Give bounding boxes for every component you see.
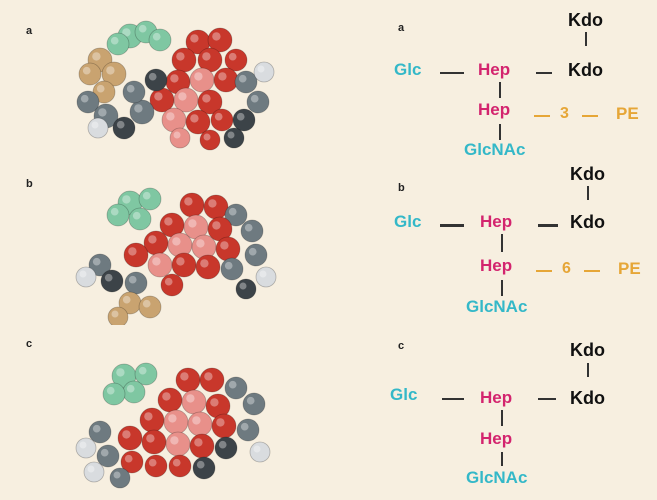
kdo-top-label: Kdo	[568, 10, 603, 30]
kdo-label: Kdo	[570, 212, 605, 232]
kdo-kdo-bond	[587, 186, 589, 200]
hep-2-label: Hep	[480, 429, 513, 448]
hep-phosphate-bond	[534, 115, 550, 117]
hep-phosphate-bond	[536, 270, 552, 272]
molecular-model-a	[60, 20, 300, 160]
kdo-label: Kdo	[568, 60, 603, 80]
glc-hep-bond	[440, 224, 464, 227]
hep-1-label: Hep	[478, 60, 511, 79]
pe-label: PE	[616, 104, 639, 123]
structure-scheme-a	[370, 8, 657, 158]
hep-2-label: Hep	[478, 100, 511, 119]
hep-hep-bond	[499, 82, 501, 98]
glc-label: Glc	[394, 212, 422, 231]
hep-glcnac-bond	[501, 452, 503, 466]
hep-hep-bond	[501, 234, 503, 252]
kdo-kdo-bond	[585, 32, 587, 46]
glc-hep-bond	[440, 72, 464, 74]
kdo-label: Kdo	[570, 388, 605, 408]
panel-letter-b: b	[26, 178, 33, 190]
phosphate-pe-bond	[584, 270, 600, 272]
phosphate-pe-bond	[582, 115, 598, 117]
hep-2-label: Hep	[480, 256, 513, 275]
hep-hep-bond	[501, 410, 503, 426]
molecular-model-c	[60, 360, 300, 500]
hep-kdo-bond	[538, 398, 556, 400]
hep-glcnac-bond	[499, 124, 501, 140]
panel-letter-a: a	[26, 25, 33, 37]
phosphate-position-label: 6	[562, 260, 571, 277]
hep-1-label: Hep	[480, 212, 513, 231]
phosphate-position-label: 3	[560, 105, 569, 122]
hep-kdo-bond	[536, 72, 552, 74]
molecular-model-b	[60, 185, 300, 325]
pe-label: PE	[618, 259, 641, 278]
glcnac-label: GlcNAc	[466, 297, 528, 316]
structure-scheme-b	[370, 160, 657, 316]
glc-label: Glc	[390, 385, 418, 404]
glc-hep-bond	[442, 398, 464, 400]
panel-letter-c: c	[26, 338, 33, 350]
hep-kdo-bond	[538, 224, 558, 227]
hep-1-label: Hep	[480, 388, 513, 407]
structure-scheme-c	[370, 330, 657, 487]
kdo-top-label: Kdo	[570, 340, 605, 360]
glcnac-label: GlcNAc	[464, 140, 526, 159]
scheme-letter-c: c	[398, 340, 405, 352]
scheme-letter-a: a	[398, 22, 405, 34]
scheme-letter-b: b	[398, 182, 405, 194]
kdo-kdo-bond	[587, 363, 589, 377]
glc-label: Glc	[394, 60, 422, 79]
hep-glcnac-bond	[501, 280, 503, 296]
glcnac-label: GlcNAc	[466, 468, 528, 487]
kdo-top-label: Kdo	[570, 164, 605, 184]
